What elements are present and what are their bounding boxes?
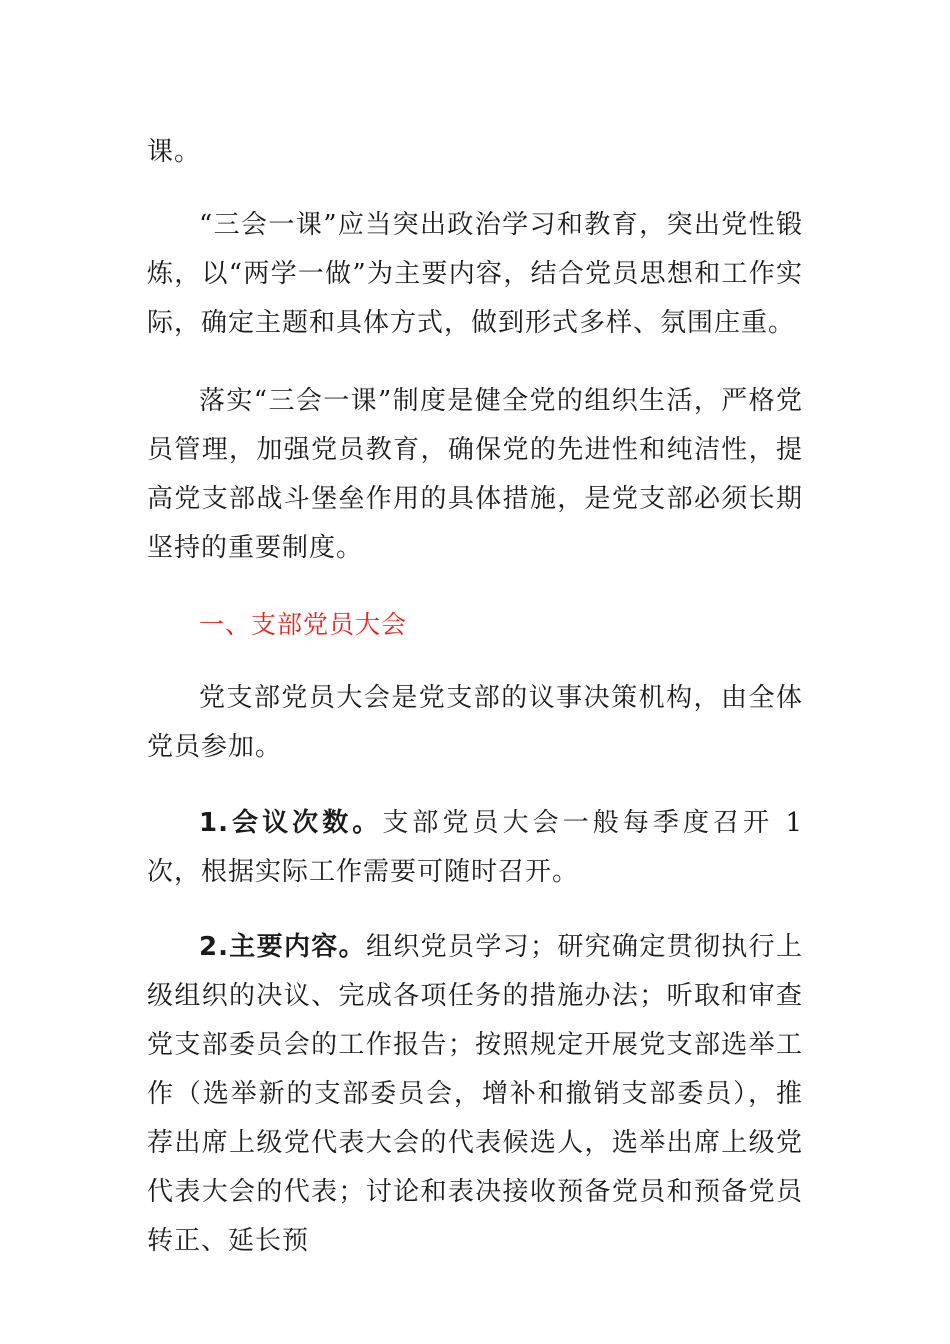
- paragraph-congress-definition: 党支部党员大会是党支部的议事决策机构，由全体党员参加。: [147, 683, 803, 762]
- paragraph-meeting-frequency: [147, 799, 803, 897]
- paragraph-continuation: 课。: [147, 137, 202, 167]
- paragraph-system-importance: 落实“三会一课”制度是健全党的组织生活，严格党员管理，加强党员教育，确保党的先进性和纯洁性，提高党支部战斗堡垒作用的具体措施，是党支部必须长期坚持的重要制度。: [147, 386, 803, 563]
- item-text-frequency: 支部党员大会一般每季度召开 1 次，根据实际工作需要可随时召开。: [147, 808, 804, 887]
- paragraph-main-content: [147, 923, 803, 1266]
- paragraph-three-meetings-focus: “三会一课”应当突出政治学习和教育，突出党性锻炼，以“两学一做”为主要内容，结合党员思想和工作实际，确定主题和具体方式，做到形式多样、氛围庄重。: [147, 210, 803, 338]
- item-text-content: 组织党员学习；研究确定贯彻执行上级组织的决议、完成各项任务的措施办法；听取和审查党支部委员会的工作报告；按照规定开展党支部选举工作（选举新的支部委员会，增补和撤销支部委员），推荐出席上级党代表大会的代表候选人，选举出席上级党代表大会的代表；讨论和表决接收预备党员和预备党员转正、延长预: [147, 932, 803, 1256]
- item-label-content: 2.主要内容。: [199, 932, 366, 962]
- section-heading-party-congress: 一、支部党员大会: [199, 610, 408, 639]
- item-label-frequency: 1.会议次数。: [199, 808, 383, 838]
